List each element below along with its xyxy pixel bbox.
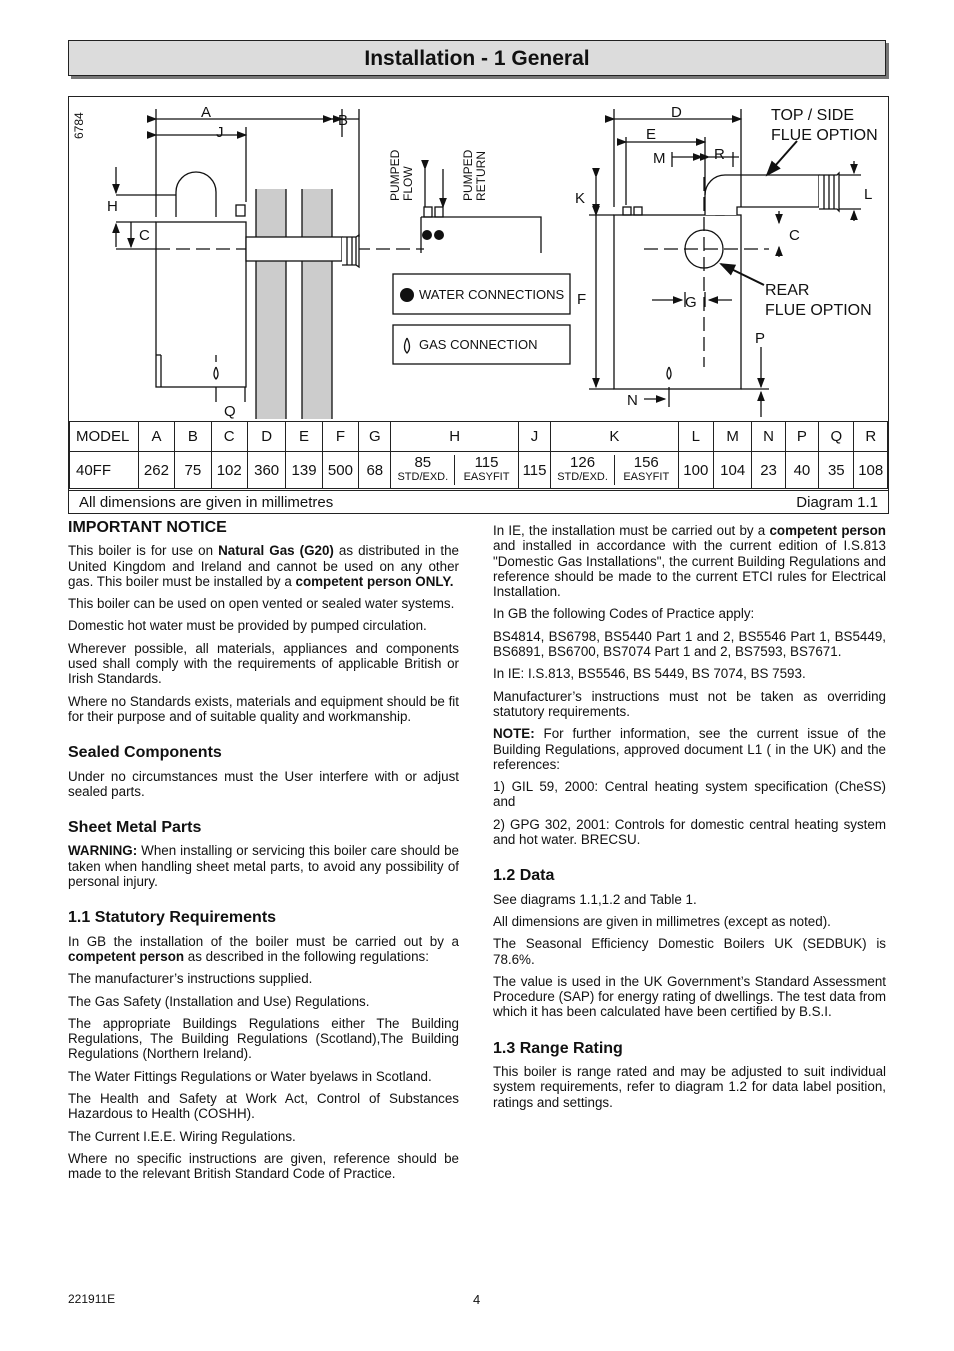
table-cell: 35 <box>819 452 854 489</box>
dim-label-r: R <box>714 146 725 163</box>
k-easyfit-value: 156 <box>633 454 659 471</box>
dimensions-note: All dimensions are given in millimetres <box>79 494 334 511</box>
diagram-caption: Diagram 1.1 <box>796 494 878 511</box>
dim-label-k: K <box>575 190 586 207</box>
table-header: G <box>359 422 391 452</box>
data-heading: 1.2 Data <box>493 867 555 885</box>
important-notice-heading: IMPORTANT NOTICE <box>68 519 227 536</box>
table-cell: 40 <box>785 452 818 489</box>
sheet-metal-paragraph: WARNING: When installing or servicing this boiler care should be taken when handling sheet metal parts, to avoid any possibility of personal injury. <box>68 843 459 890</box>
notice-paragraph: This boiler is for use on Natural Gas (G20) as distributed in the United Kingdom and Ireland and cannot be used on any other gas. This boiler must be installed by a competent person ONLY. <box>68 543 459 589</box>
ie-paragraph: In IE, the installation must be carried out by a competent person and installed in accordance with the current edition of I.S.813 "Domestic Gas Installations", the current Building Regulations and reference should be made to the current ETCI rules for Electrical Installation. <box>493 523 886 600</box>
k-easyfit-label: EASYFIT <box>623 471 670 483</box>
table-header: C <box>211 422 247 452</box>
table-cell: 68 <box>359 452 391 489</box>
statutory-paragraph: The Gas Safety (Installation and Use) Regulations. <box>68 993 370 1009</box>
table-cell: 500 <box>322 452 358 489</box>
sealed-paragraph: Under no circumstances must the User interfere with or adjust sealed parts. <box>68 768 459 799</box>
notice-paragraph: Where no Standards exists, materials and equipment should be fit for their purpose and of suitable quality and workmanship. <box>68 693 459 724</box>
table-header-row <box>70 422 888 452</box>
data-paragraph: See diagrams 1.1,1.2 and Table 1. <box>493 891 697 907</box>
document-code: 221911E <box>68 1292 116 1306</box>
dim-label-b: B <box>338 112 349 129</box>
sheet-metal-heading: Sheet Metal Parts <box>68 819 202 837</box>
notice-paragraph: Wherever possible, all materials, appliances and components used shall comply with the requirements of applicable British or Irish Standards. <box>68 640 459 687</box>
table-cell: 104 <box>713 452 751 489</box>
table-row <box>70 452 888 489</box>
table-header: N <box>752 422 785 452</box>
table-header: Q <box>819 422 854 452</box>
table-cell: 360 <box>247 452 285 489</box>
table-header: J <box>518 422 550 452</box>
manufacturer-note: Manufacturer’s instructions must not be taken as overriding statutory requirements. <box>493 688 886 719</box>
h-easyfit-value: 115 <box>474 454 499 471</box>
data-paragraph: All dimensions are given in millimetres (except as noted). <box>493 913 831 929</box>
boiler-side-outline <box>156 222 246 387</box>
statutory-paragraph: The manufacturer’s instructions supplied. <box>68 971 313 987</box>
h-std-value: 85 <box>414 454 432 471</box>
h-easyfit-label: EASYFIT <box>463 471 510 483</box>
dim-label-q: Q <box>224 403 236 420</box>
statutory-paragraph: The Health and Safety at Work Act, Control of Substances Hazardous to Health (COSHH). <box>68 1091 459 1122</box>
table-header: F <box>322 422 358 452</box>
diagram-ref-number: 6784 <box>72 112 86 139</box>
table-header: R <box>854 422 888 452</box>
pumped-return-label: PUMPED RETURN <box>461 149 488 201</box>
table-header: P <box>785 422 818 452</box>
statutory-heading: 1.1 Statutory Requirements <box>68 909 277 927</box>
left-column <box>68 520 459 1189</box>
dim-label-h: H <box>107 198 118 215</box>
notice-paragraph: Domestic hot water must be provided by pumped circulation. <box>68 618 427 634</box>
page-title: Installation - 1 General <box>364 47 590 70</box>
dim-label-n: N <box>627 392 638 409</box>
data-paragraph: The Seasonal Efficiency Domestic Boilers UK (SEDBUK) is 78.6%. <box>493 936 886 967</box>
page-number: 4 <box>473 1292 481 1307</box>
data-paragraph: The value is used in the UK Government’s Standard Assessment Procedure (SAP) for energy rating of dwellings. The test data from which it has been calculated have been certified by B.S.I. <box>493 973 886 1020</box>
k-std-label: STD/EXD. <box>557 471 608 483</box>
table-header: H <box>391 422 518 452</box>
table-cell: 75 <box>175 452 211 489</box>
table-header: B <box>175 422 211 452</box>
reference-2: 2) GPG 302, 2001: Controls for domestic central heating system and hot water. BRECSU. <box>493 816 886 848</box>
h-std-label: STD/EXD. <box>397 471 449 483</box>
table-header: E <box>286 422 322 452</box>
statutory-paragraph: Where no specific instructions are given, reference should be made to the relevant British Standard Code of Practice. <box>68 1150 459 1182</box>
dim-label-f: F <box>577 291 587 308</box>
table-cell: 100 <box>678 452 713 489</box>
table-cell-k <box>551 452 678 489</box>
water-connections-label: WATER CONNECTIONS <box>419 287 565 302</box>
table-header: A <box>138 422 174 452</box>
gas-icon <box>405 338 410 353</box>
statutory-paragraph: The Water Fittings Regulations or Water byelaws in Scotland. <box>68 1068 432 1084</box>
dim-label-g: G <box>685 294 697 311</box>
k-std-value: 126 <box>570 454 596 471</box>
table-cell: 102 <box>211 452 247 489</box>
table-header: K <box>551 422 678 452</box>
table-cell: 108 <box>854 452 888 489</box>
range-rating-heading: 1.3 Range Rating <box>493 1039 623 1057</box>
diagram-1-1 <box>68 96 889 514</box>
statutory-paragraph: The Current I.E.E. Wiring Regulations. <box>68 1128 296 1144</box>
table-cell: 23 <box>752 452 785 489</box>
gas-connection-label: GAS CONNECTION <box>419 337 538 352</box>
table-header: D <box>247 422 285 452</box>
table-header: L <box>678 422 713 452</box>
bs-list: BS4814, BS6798, BS5440 Part 1 and 2, BS5546 Part 1, BS5449, BS6891, BS6700, BS7074 Part 1 and 2, BS7593, BS7671. <box>493 628 886 660</box>
table-cell-model: 40FF <box>70 452 139 489</box>
dim-label-l: L <box>864 186 873 203</box>
dim-label-e: E <box>646 126 657 143</box>
top-side-flue-label: TOP / SIDE FLUE OPTION <box>771 107 878 144</box>
dim-label-j: J <box>216 124 224 141</box>
dim-label-c: C <box>139 227 150 244</box>
boiler-dimension-drawing <box>69 97 888 421</box>
statutory-paragraph: In GB the installation of the boiler must be carried out by a competent person as described in the following regulations: <box>68 933 459 964</box>
table-cell: 262 <box>138 452 174 489</box>
range-paragraph: This boiler is range rated and may be adjusted to suit individual system requirements, refer to diagram 1.2 for data label position, ratings and settings. <box>493 1064 886 1110</box>
pumped-flow-label: PUMPED FLOW <box>388 149 415 201</box>
rear-flue-label: REAR FLUE OPTION <box>765 282 872 319</box>
dim-label-p: P <box>755 330 766 347</box>
right-column <box>493 523 886 1117</box>
table-header-model: MODEL <box>70 422 139 452</box>
dimensions-table <box>69 421 888 489</box>
statutory-paragraph: The appropriate Buildings Regulations either The Building Regulations, The Building Regulations (Scotland),The Building Regulations (Northern Ireland). <box>68 1015 459 1062</box>
dim-label-c-right: C <box>789 227 800 244</box>
ie-list: In IE: I.S.813, BS5546, BS 5449, BS 7074, BS 7593. <box>493 666 806 682</box>
page-title-bar <box>68 40 886 76</box>
sealed-components-heading: Sealed Components <box>68 744 222 762</box>
codes-intro: In GB the following Codes of Practice apply: <box>493 606 755 622</box>
table-header: M <box>713 422 751 452</box>
dim-label-m: M <box>653 150 666 167</box>
table-cell: 115 <box>518 452 550 489</box>
table-cell-h <box>391 452 518 489</box>
note-paragraph: NOTE: For further information, see the current issue of the Building Regulations, approved document L1 ( in the UK) and the references: <box>493 726 886 772</box>
diagram-footer <box>69 490 888 514</box>
reference-1: 1) GIL 59, 2000: Central heating system specification (CheSS) and <box>493 779 886 810</box>
table-cell: 139 <box>286 452 322 489</box>
notice-paragraph: This boiler can be used on open vented or sealed water systems. <box>68 596 455 612</box>
dim-label-a: A <box>201 104 212 121</box>
dim-label-d: D <box>671 104 682 121</box>
